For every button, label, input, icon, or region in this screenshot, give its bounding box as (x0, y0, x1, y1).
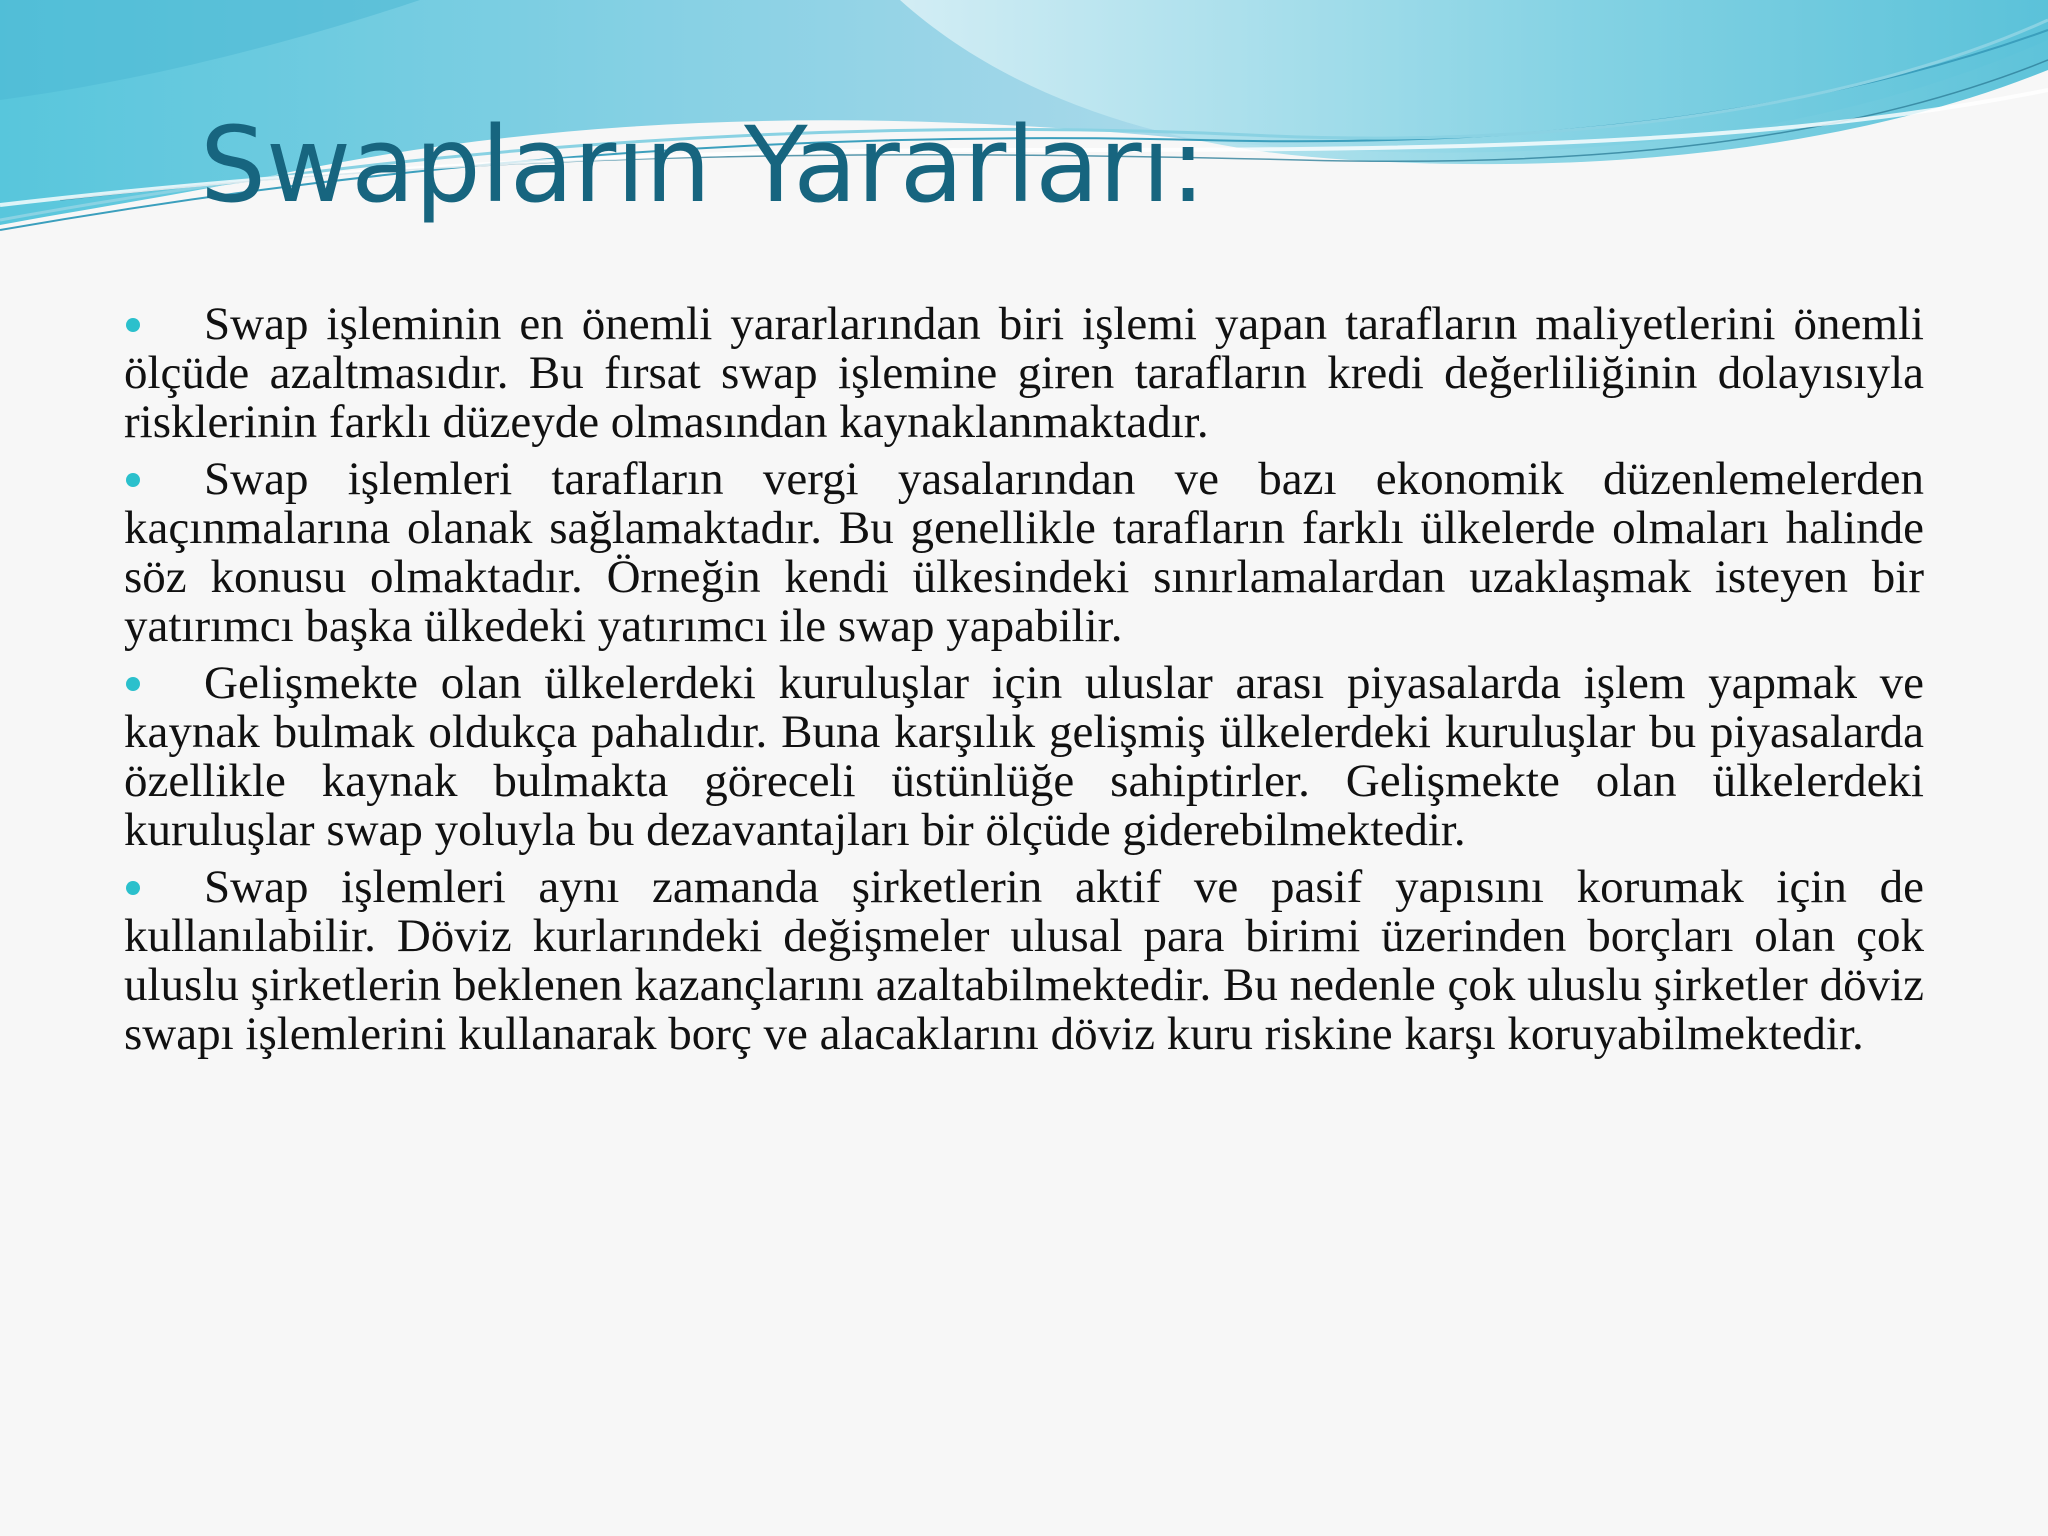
bullet-item (124, 455, 1924, 651)
bullet-list (124, 300, 1924, 1067)
bullet-text: Gelişmekte olan ülkelerdeki kuruluşlar için uluslar arası piyasalarda işlem yapmak ve kaynak bulmak oldukça pahalıdır. Buna karşılık gelişmiş ülkelerdeki kuruluşlar bu piyasalarda özellikle kaynak bulmakta göreceli üstünlüğe sahiptirler. Gelişmekte olan ülkelerdeki kuruluşlar swap yoluyla bu dezavantajları bir ölçüde giderebilmektedir. (124, 657, 1924, 856)
bullet-item (124, 659, 1924, 855)
bullet-text: Swap işleminin en önemli yararlarından biri işlemi yapan tarafların maliyetlerini önemli ölçüde azaltmasıdır. Bu fırsat swap işlemine giren tarafların kredi değerliliğinin dolayısıyla risklerinin farklı düzeyde olmasından kaynaklanmaktadır. (124, 298, 1924, 448)
slide-title: Swapların Yararları: (200, 104, 1206, 226)
bullet-dot-icon (126, 677, 140, 691)
bullet-text: Swap işlemleri tarafların vergi yasalarından ve bazı ekonomik düzenlemelerden kaçınmalarına olanak sağlamaktadır. Bu genellikle tarafların farklı ülkelerde olmaları halinde söz konusu olmaktadır. Örneğin kendi ülkesindeki sınırlamalardan uzaklaşmak isteyen bir yatırımcı başka ülkedeki yatırımcı ile swap yapabilir. (124, 453, 1924, 652)
bullet-dot-icon (126, 318, 140, 332)
bullet-item (124, 300, 1924, 447)
bullet-text: Swap işlemleri aynı zamanda şirketlerin aktif ve pasif yapısını korumak için de kullanılabilir. Döviz kurlarındeki değişmeler ulusal para birimi üzerinden borçları olan çok uluslu şirketlerin beklenen kazançlarını azaltabilmektedir. Bu nedenle çok uluslu şirketler döviz swapı işlemlerini kullanarak borç ve alacaklarını döviz kuru riskine karşı koruyabilmektedir. (124, 861, 1924, 1060)
bullet-dot-icon (126, 881, 140, 895)
bullet-dot-icon (126, 473, 140, 487)
bullet-item (124, 863, 1924, 1059)
